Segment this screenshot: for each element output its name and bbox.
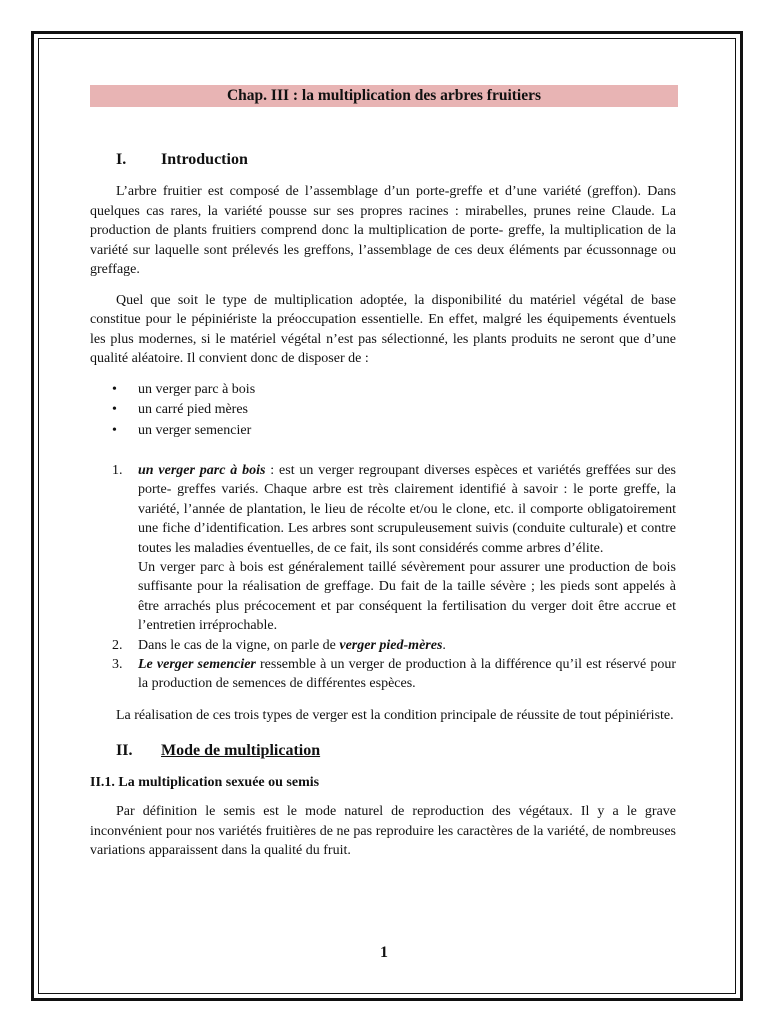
page-number: 1 xyxy=(380,944,388,961)
subsection-heading: II.1. La multiplication sexuée ou semis xyxy=(90,775,320,791)
section-heading-mode xyxy=(90,741,676,761)
section-title: Introduction xyxy=(161,151,248,168)
chapter-title: Chap. III : la multiplication des arbres fruitiers xyxy=(90,85,678,107)
list-item: • un verger semencier xyxy=(90,421,676,442)
paragraph: La réalisation de ces trois types de verger est la condition principale de réussite de tout pépiniériste. xyxy=(116,707,674,723)
term: un verger parc à bois xyxy=(138,463,266,478)
numbered-list xyxy=(90,461,676,694)
paragraph: L’arbre fruitier est composé de l’assemblage d’un porte-greffe et d’une variété (greffon). Dans quelques cas rares, la variété pousse sur ses propres racines : mirabelles, prunes reine Claude. La production de plants fruitiers comprend donc la multiplication de porte- greffe, la multiplication de la variété sur laquelle sont prélevés les greffons, l’assemblage de ces deux éléments par écussonnage ou greffage. xyxy=(90,184,676,277)
bullet-icon: • xyxy=(112,402,117,417)
list-item: • un verger parc à bois xyxy=(90,380,676,401)
bullet-icon: • xyxy=(112,422,117,438)
term: verger pied-mères xyxy=(339,637,443,653)
paragraph: Quel que soit le type de multiplication adoptée, la disponibilité du matériel végétal de base constitue pour le pépiniériste la préoccupation essentielle. En effet, malgré les équipements éventuels les plus modernes, si le matériel végétal n’est pas sélectionné, les plants produits ne seront que d’une qualité aléatoire. Il convient donc de disposer de : xyxy=(90,292,676,366)
section-number: II. xyxy=(116,742,133,760)
paragraph: Par définition le semis est le mode naturel de reproduction des végétaux. Il y a le grave inconvénient pour nos variétés fruitières de ne pas reproduire les caractères de la variété, de nombreuses variations apparaissent dans la qualité du fruit. xyxy=(90,804,676,859)
bullet-list xyxy=(90,380,676,442)
document-body xyxy=(90,150,676,872)
bullet-icon: • xyxy=(112,381,117,397)
list-item: • un carré pied mères xyxy=(90,400,676,421)
section-title: Mode de multiplication xyxy=(161,742,321,760)
list-item: 3. Le verger semencier ressemble à un verger de production à la différence qu’il est réservé pour la production de semences de différentes espèces. xyxy=(112,657,676,692)
section-number: I. xyxy=(116,151,127,168)
term: Le verger semencier xyxy=(138,657,256,673)
list-item: 1. un verger parc à bois : est un verger regroupant diverses espèces et variétés greffées sur des porte- greffes variés. Chaque arbre est très clairement identifié à savoir : le porte greffe, la variété, l’année de plantation, le lieu de récolte et/ou le clone, etc. il comporte obligatoirement une fiche d’identification. Les arbres sont scrupuleusement suivis (conduite culturale) et contre toutes les maladies éventuelles, de ce fait, ils sont considérés comme arbres d’élite. Un verger parc à bois est généralement taillé sévèrement pour assurer une production de bois suffisante pour la réalisation de greffage. Du fait de la taille sévère ; les pieds sont appelés à être arrachés plus précocement et par conséquent la fertilisation du verger doit être accrue et l’entretien irréprochable. xyxy=(112,463,676,634)
section-heading-intro xyxy=(90,150,676,170)
list-item: 2. Dans le cas de la vigne, on parle de verger pied-mères. xyxy=(112,637,446,653)
